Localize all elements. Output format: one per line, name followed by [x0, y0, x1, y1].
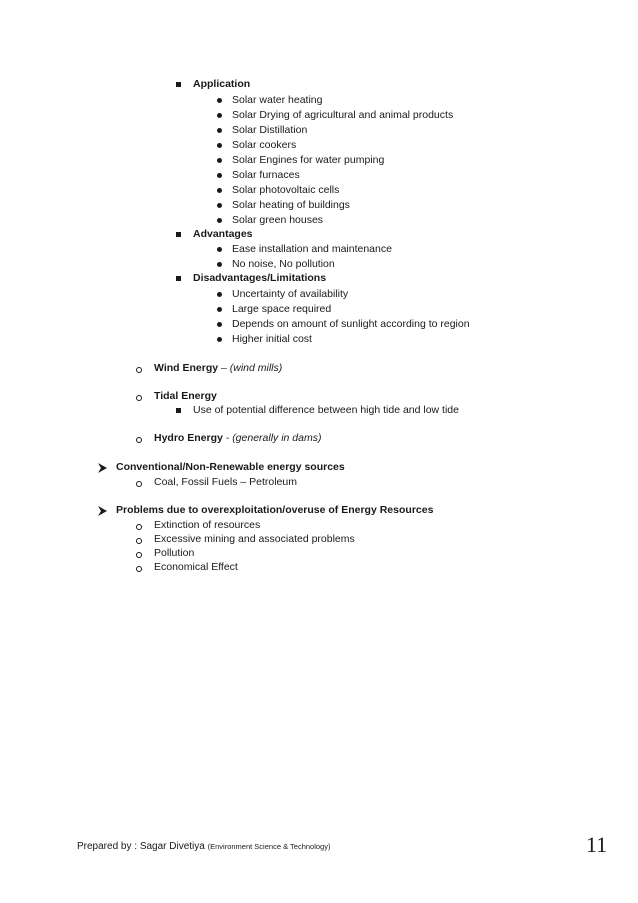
wind-energy-item: [154, 362, 282, 375]
list-item: Solar water heating: [232, 94, 323, 106]
problems-title: Problems due to overexploitation/overuse of Energy Resources: [116, 504, 434, 516]
list-item: Solar green houses: [232, 214, 324, 226]
bullet-icon: [217, 98, 222, 103]
circle-bullet-icon: [136, 437, 142, 443]
bullet-icon: [217, 158, 222, 163]
list-item: Extinction of resources: [154, 519, 261, 531]
bullet-icon: [217, 188, 222, 193]
bullet-icon: [217, 113, 222, 118]
circle-bullet-icon: [136, 538, 142, 544]
disadvantages-heading: Disadvantages/Limitations: [193, 272, 327, 284]
list-item: No noise, No pollution: [232, 258, 335, 270]
hydro-energy-title: Hydro Energy: [154, 432, 223, 444]
list-item: Solar heating of buildings: [232, 199, 350, 211]
list-item: Solar Distillation: [232, 124, 308, 136]
circle-bullet-icon: [136, 367, 142, 373]
list-item: Economical Effect: [154, 561, 238, 573]
list-item: Large space required: [232, 303, 332, 315]
footer-department: (Environment Science & Technology): [207, 842, 331, 851]
circle-bullet-icon: [136, 566, 142, 572]
square-bullet-icon: [176, 408, 181, 413]
list-item: Solar photovoltaic cells: [232, 184, 340, 196]
arrow-bullet-icon: [98, 506, 107, 516]
square-bullet-icon: [176, 232, 181, 237]
advantages-heading: Advantages: [193, 228, 253, 240]
list-item: Excessive mining and associated problems: [154, 533, 355, 545]
list-item: Coal, Fossil Fuels – Petroleum: [154, 476, 297, 488]
list-item: Solar Drying of agricultural and animal products: [232, 109, 454, 121]
circle-bullet-icon: [136, 481, 142, 487]
bullet-icon: [217, 173, 222, 178]
hydro-energy-note: - (generally in dams): [222, 432, 322, 444]
bullet-icon: [217, 292, 222, 297]
square-bullet-icon: [176, 276, 181, 281]
wind-energy-note: – (wind mills): [218, 362, 283, 374]
bullet-icon: [217, 337, 222, 342]
arrow-bullet-icon: [98, 463, 107, 473]
tidal-energy-title: Tidal Energy: [154, 390, 217, 402]
list-item: Solar cookers: [232, 139, 297, 151]
bullet-icon: [217, 322, 222, 327]
circle-bullet-icon: [136, 524, 142, 530]
bullet-icon: [217, 218, 222, 223]
conventional-title: Conventional/Non-Renewable energy sources: [116, 461, 345, 473]
application-heading: Application: [193, 78, 251, 90]
list-item: Higher initial cost: [232, 333, 312, 345]
list-item: Depends on amount of sunlight according to region: [232, 318, 470, 330]
bullet-icon: [217, 262, 222, 267]
list-item: Use of potential difference between high tide and low tide: [193, 404, 459, 416]
list-item: Uncertainty of availability: [232, 288, 349, 300]
bullet-icon: [217, 128, 222, 133]
footer-credit: [77, 840, 330, 853]
list-item: Ease installation and maintenance: [232, 243, 392, 255]
bullet-icon: [217, 203, 222, 208]
square-bullet-icon: [176, 82, 181, 87]
list-item: Solar furnaces: [232, 169, 300, 181]
circle-bullet-icon: [136, 552, 142, 558]
hydro-energy-item: [154, 432, 321, 445]
bullet-icon: [217, 307, 222, 312]
page-number: 11: [586, 832, 608, 857]
list-item: Solar Engines for water pumping: [232, 154, 385, 166]
list-item: Pollution: [154, 547, 195, 559]
footer-author: Prepared by : Sagar Divetiya: [77, 841, 208, 852]
circle-bullet-icon: [136, 395, 142, 401]
bullet-icon: [217, 247, 222, 252]
bullet-icon: [217, 143, 222, 148]
wind-energy-title: Wind Energy: [154, 362, 219, 374]
